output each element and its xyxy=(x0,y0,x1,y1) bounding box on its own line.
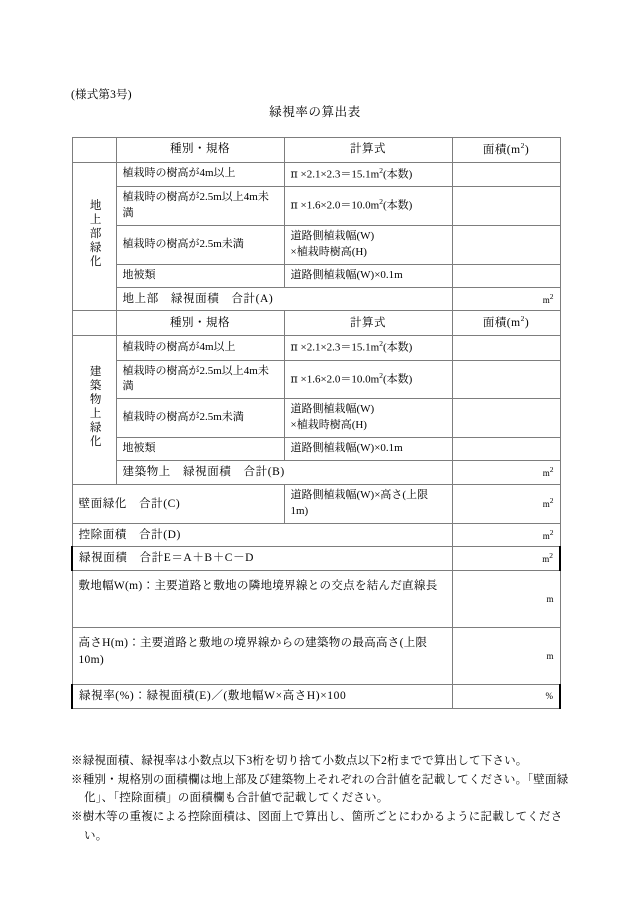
note-text: 緑視面積、緑視率は小数点以下3桁を切り捨て小数点以下2桁までで算出して下さい。 xyxy=(82,755,528,767)
row-kind-b3: 植栽時の樹高が2.5m未満 xyxy=(116,399,284,438)
summary-label-e: 緑視面積 合計E＝A＋B＋C－D xyxy=(72,547,452,571)
summary-row-c xyxy=(72,484,560,523)
green-view-ratio-calculation-table xyxy=(71,137,561,709)
row-kind-g1: 植栽時の樹高が4m以上 xyxy=(116,162,284,187)
table-row xyxy=(72,335,560,360)
summary-formula-c: 道路側植栽幅(W)×高さ(上限1m) xyxy=(284,484,452,523)
summary-value-d[interactable]: $m^2$ xyxy=(452,523,560,547)
row-formula-b3: 道路側植栽幅(W) ×植栽時樹高(H) xyxy=(284,399,452,438)
note-text: 樹木等の重複による控除面積は、図面上で算出し、箇所ごとにわかるように記載してください。 xyxy=(82,810,563,842)
table-header-row-ground xyxy=(72,138,560,163)
row-formula-b4: 道路側植栽幅(W)×0.1m xyxy=(284,438,452,461)
note-text: 種別・規格別の面積欄は地上部及び建築物上それぞれの合計値を記載してください。「壁面緑化」、「控除面積」の面積欄も合計値で記載してください。 xyxy=(82,773,569,805)
header-area-2: 面積$(m^2)$ xyxy=(452,311,560,336)
note-marker: ※ xyxy=(71,755,83,767)
row-formula-g3: 道路側植栽幅(W) ×植栽時樹高(H) xyxy=(284,225,452,264)
measure-value-w[interactable]: m xyxy=(452,571,560,628)
page-title: 緑視率の算出表 xyxy=(269,105,361,119)
header-spacer-cell-2 xyxy=(72,311,116,336)
note-item xyxy=(71,752,571,771)
note-marker: ※ xyxy=(71,773,83,786)
row-area-input-b1[interactable] xyxy=(452,335,560,360)
result-row-ratio xyxy=(72,685,560,709)
row-kind-g3: 植栽時の樹高が2.5m未満 xyxy=(116,225,284,264)
header-area: 面積$(m^2)$ xyxy=(452,138,560,163)
row-kind-g2: 植栽時の樹高が2.5m以上4m未満 xyxy=(116,187,284,226)
notes-section xyxy=(71,752,571,845)
row-formula-g1: $\pi \times 2.1\times 2.3=15.1m^2$(本数) xyxy=(284,162,452,187)
header-kind-2: 種別・規格 xyxy=(116,311,284,336)
header-kind-label: 種別・規格 xyxy=(170,143,230,156)
note-item xyxy=(71,808,571,845)
summary-row-e xyxy=(72,547,560,571)
measure-row-w xyxy=(72,571,560,628)
table-row xyxy=(72,399,560,438)
row-area-input-b2[interactable] xyxy=(452,360,560,399)
result-value[interactable]: % xyxy=(452,685,560,709)
table-row xyxy=(72,360,560,399)
row-formula-g4: 道路側植栽幅(W)×0.1m xyxy=(284,264,452,287)
subtotal-label-a: 地上部 緑視面積 合計(A) xyxy=(116,287,452,311)
summary-label-d: 控除面積 合計(D) xyxy=(72,523,452,547)
summary-row-d xyxy=(72,523,560,547)
header-formula xyxy=(284,138,452,163)
row-formula-b1: $\pi \times 2.1\times 2.3=15.1m^2$(本数) xyxy=(284,335,452,360)
row-area-input-g2[interactable] xyxy=(452,187,560,226)
row-kind-b2: 植栽時の樹高が2.5m以上4m未満 xyxy=(116,360,284,399)
row-kind-b1: 植栽時の樹高が4m以上 xyxy=(116,335,284,360)
row-area-input-b3[interactable] xyxy=(452,399,560,438)
section-label-ground: 地上部緑化 xyxy=(72,162,116,311)
subtotal-row-a xyxy=(72,287,560,311)
note-item xyxy=(71,771,571,808)
table-header-row-building xyxy=(72,311,560,336)
row-area-input-b4[interactable] xyxy=(452,438,560,461)
header-kind xyxy=(116,138,284,163)
row-area-input-g1[interactable] xyxy=(452,162,560,187)
row-formula-g2: $\pi \times 1.6\times 2.0=10.0m^2$(本数) xyxy=(284,187,452,226)
form-number: (様式第3号) xyxy=(71,89,132,101)
table-row xyxy=(72,225,560,264)
summary-label-c: 壁面緑化 合計(C) xyxy=(72,484,284,523)
summary-value-c[interactable]: $m^2$ xyxy=(452,484,560,523)
row-kind-b4: 地被類 xyxy=(116,438,284,461)
header-spacer-cell xyxy=(72,138,116,163)
table-row xyxy=(72,187,560,226)
measure-label-h: 高さH(m)：主要道路と敷地の境界線からの建築物の最高高さ(上限10m) xyxy=(72,628,452,685)
summary-value-e[interactable]: $m^2$ xyxy=(452,547,560,571)
table-row xyxy=(72,162,560,187)
note-marker: ※ xyxy=(71,810,83,823)
measure-value-h[interactable]: m xyxy=(452,628,560,685)
section-label-building: 建築物上緑化 xyxy=(72,335,116,484)
subtotal-value-b[interactable]: $m^2$ xyxy=(452,461,560,485)
subtotal-row-b xyxy=(72,461,560,485)
measure-label-w: 敷地幅W(m)：主要道路と敷地の隣地境界線との交点を結んだ直線長 xyxy=(72,571,452,628)
row-formula-b2: $\pi \times 1.6\times 2.0=10.0m^2$(本数) xyxy=(284,360,452,399)
result-label: 緑視率(%)：緑視面積(E)／(敷地幅W×高さH)×100 xyxy=(72,685,452,709)
subtotal-value-a[interactable]: $m^2$ xyxy=(452,287,560,311)
row-area-input-g3[interactable] xyxy=(452,225,560,264)
row-kind-g4: 地被類 xyxy=(116,264,284,287)
header-formula-2: 計算式 xyxy=(284,311,452,336)
row-area-input-g4[interactable] xyxy=(452,264,560,287)
header-formula-label: 計算式 xyxy=(350,143,386,156)
table-row xyxy=(72,438,560,461)
table-row xyxy=(72,264,560,287)
subtotal-label-b: 建築物上 緑視面積 合計(B) xyxy=(116,461,452,485)
measure-row-h xyxy=(72,628,560,685)
